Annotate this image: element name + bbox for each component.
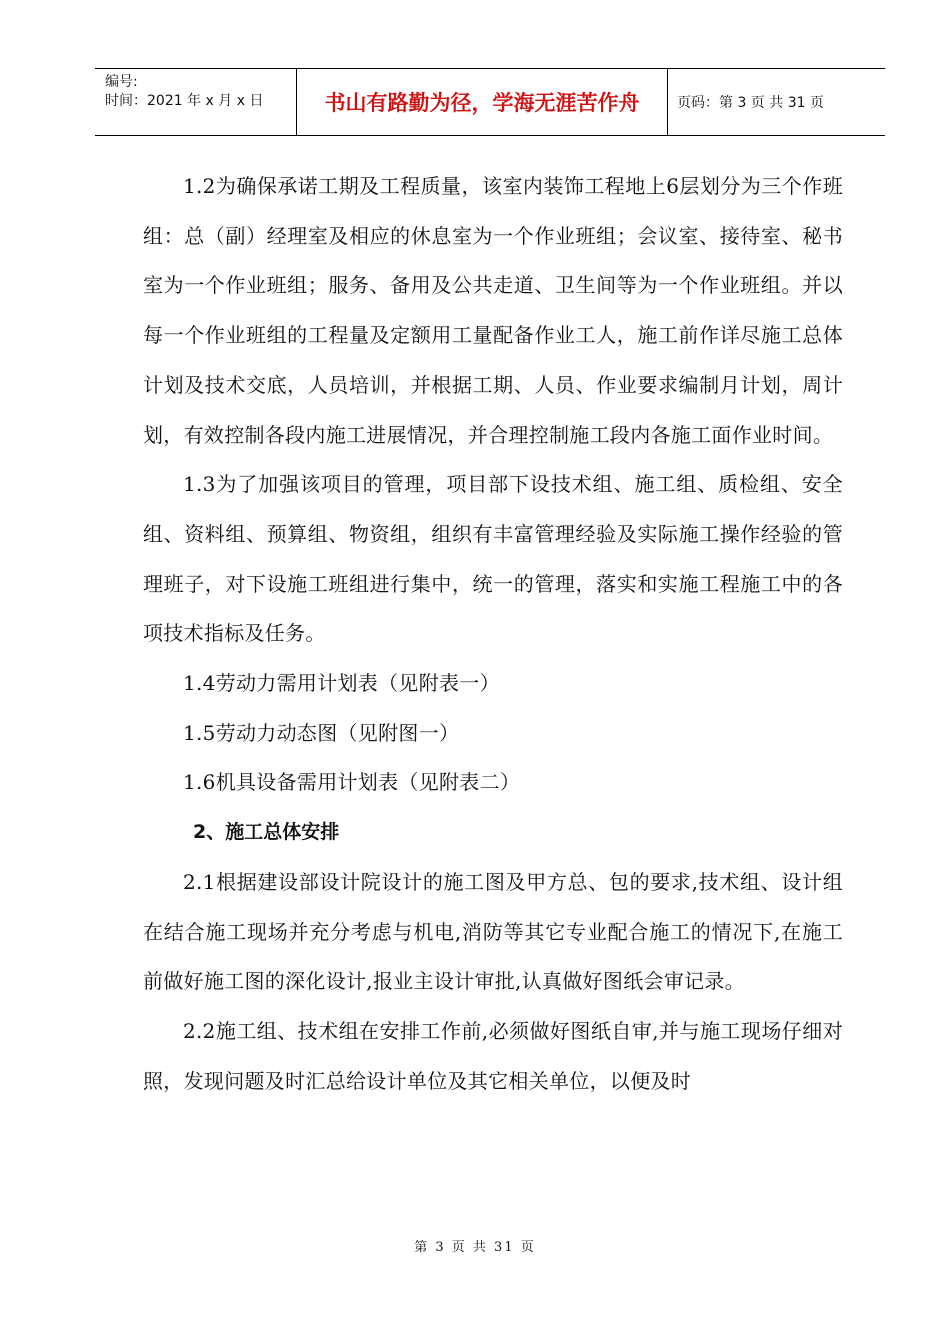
page-footer: 第 3 页 共 31 页 (414, 1240, 536, 1255)
paragraph-2-2: 2.2施工组、技术组在安排工作前,必须做好图纸自审,并与施工现场仔细对照，发现问题及时汇总给设计单位及其它相关单位，以便及时 (143, 1018, 843, 1093)
header-divider-right (667, 69, 668, 135)
paragraph-1-4: 1.4劳动力需用计划表（见附表一） (183, 671, 500, 696)
paragraph-1-5: 1.5劳动力动态图（见附图一） (183, 720, 460, 745)
document-code-label: 编号: (105, 74, 138, 90)
document-body (143, 162, 843, 1106)
header-page-info: 页码：第 3 页 共 31 页 (677, 95, 824, 111)
section-heading: 2、施工总体安排 (193, 821, 340, 844)
paragraph-1-3: 1.3为了加强该项目的管理，项目部下设技术组、施工组、质检组、安全组、资料组、预算组、物资组，组织有丰富管理经验及实际施工操作经验的管理班子，对下设施工班组进行集中，统一的管理，落实和实施工程施工中的各项技术指标及任务。 (143, 472, 843, 646)
header-motto: 书山有路勤为径，学海无涯苦作舟 (324, 91, 640, 115)
paragraph-1-6: 1.6机具设备需用计划表（见附表二） (183, 770, 521, 795)
paragraph-2-1: 2.1根据建设部设计院设计的施工图及甲方总、包的要求,技术组、设计组在结合施工现场并充分考虑与机电,消防等其它专业配合施工的情况下,在施工前做好施工图的深化设计,报业主设计审批,认真做好图纸会审记录。 (143, 869, 843, 994)
document-time: 时间：2021 年 x 月 x 日 (105, 93, 264, 109)
paragraph-1-2: 1.2为确保承诺工期及工程质量，该室内装饰工程地上6层划分为三个作班组：总（副）经理室及相应的休息室为一个作业班组；会议室、接待室、秘书室为一个作业班组；服务、备用及公共走道、卫生间等为一个作业班组。并以每一个作业班组的工程量及定额用工量配备作业工人，施工前作详尽施工总体计划及技术交底，人员培训，并根据工期、人员、作业要求编制月计划，周计划，有效控制各段内施工进展情况，并合理控制施工段内各施工面作业时间。 (143, 174, 843, 447)
header-meta (105, 73, 263, 111)
page-header (95, 68, 885, 136)
